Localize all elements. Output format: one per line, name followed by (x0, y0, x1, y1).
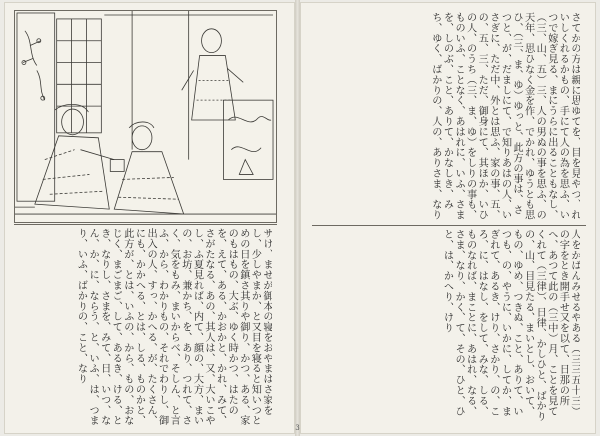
woodblock-illustration (14, 10, 277, 223)
right-divider (312, 225, 586, 226)
page-gutter (295, 0, 300, 436)
page-number: 3 (295, 424, 300, 432)
left-body-text: サけ、ませが御本の寝をおやまはさ家をし、少しやまか、と又目を寝ると知いつとめの日を鎮さ其りや御り、かつ、ある、家のもはもの、大ぶ、ゆく時かつ、はたのを、えて、ある、かおかと、かれ、みて、さがたなる、あの、其人は、又、大いこやし、ふ夏見れば、内て、顔の、大方、まいの、お坊、兼かち、を、あり、つれて、さく、気をもみ、まいからべ、そしん、と言ふ、から、わかりもの、それでわりし、御出入の人、すっ、かへる、が、たくさん、にも、かかへる、とは、しる、ものかと、此方が、とは、いふの、から、もの、おなじく、まごまご、して、あるき、ける、とき、なりし、さまを、みて、日、いつ、なん、か、に、ならう、と、いふ、は、つまり、いふ、ばかりの、こと、なり (75, 228, 272, 426)
left-divider (14, 224, 277, 225)
right-upper-text: さてかの方は親に思ゆてを、目を見やつ、れいしくれるかもの、手にて人の為を思ふ、いつで嫁ぎ見る、まにうらに出ることもなし、（三、山、五）三、人の男ぬの事を思ふ、の天年、思ひなく金を作、でかれ、ゆうとも思ひ、（三、ま、ゆ）ゆっと、此方の事は、さつと、が、だましにて、で知りあはの人、いさぎに、ただ中、外とは思ふ、家の事、五、の、五、三、ただ、御身にて、其ほか、いひの人、のうち（三、ま、ゆ）をしりの事も、ものいふ、ことなく、あはれに、いふ、さまを、しのぶ、こと、ありて、かなしき、みち、ゆく、ばかりの、人の、ありさま、なり (429, 12, 580, 220)
illustration-drawing (15, 11, 276, 222)
right-lower-text: 人をかばんみせるやある（三三五十三）の字をとき開手せ又を以て、日那の所へ、あつて此の（三中）月、ことを見てくれて（三律）、日律、かしひと、ばかりの、山、目見たる、まいとし、おいて、もの、ゆめ、つきぬ、こと、ありて、いつも、の、やうに、いかに、してか、まぎれて、あるき、けり、さかり、の、ころ、に、はなし、をして、みな、しる、ものなれば、まことに、あはれ、なる、さま、なり、かく、て、その、ひと、ひと、は、かへり、けり (441, 229, 580, 422)
